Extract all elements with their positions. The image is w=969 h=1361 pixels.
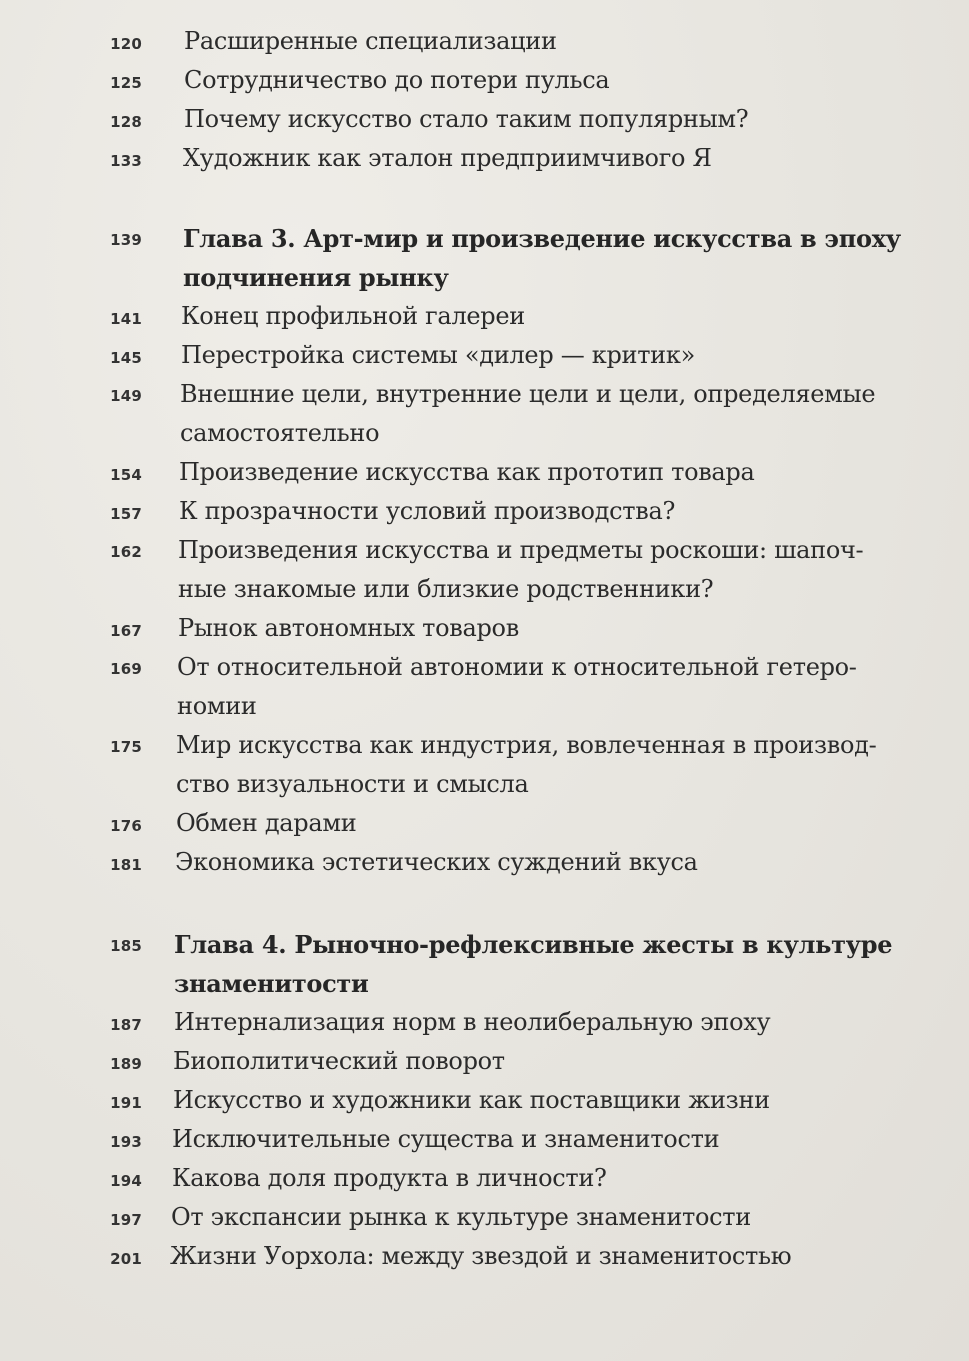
entry-title: Внешние цели, внутренние цели и цели, определяемые самостоятельно (180, 380, 876, 447)
entry-title: Перестройка системы «дилер — критик» (181, 341, 695, 369)
entry-title: Экономика эстетических суждений вкуса (175, 848, 698, 876)
page-number: 141 (110, 310, 142, 328)
toc-entry (0, 453, 969, 492)
page-number: 201 (110, 1250, 142, 1268)
page-number: 125 (110, 74, 142, 92)
toc-entry (0, 139, 969, 178)
toc-entry (0, 492, 969, 531)
toc-section-3 (0, 925, 969, 1276)
page-number: 128 (110, 113, 142, 131)
entry-title: Искусство и художники как поставщики жизни (173, 1086, 770, 1114)
page-number: 149 (110, 387, 142, 405)
entry-title: Почему искусство стало таким популярным? (184, 105, 749, 133)
entry-title: Интернализация норм в неолиберальную эпоху (174, 1008, 771, 1036)
toc-entry (0, 100, 969, 139)
toc-entry (0, 843, 969, 882)
toc-entry (0, 336, 969, 375)
toc-entry (0, 1237, 969, 1276)
page-number: 145 (110, 349, 142, 367)
toc-entry (0, 1120, 969, 1159)
chapter-title: Глава 4. Рыночно-рефлексивные жесты в культуре знаменитости (174, 930, 893, 998)
page-number: 157 (110, 505, 142, 523)
page-number: 175 (110, 738, 142, 756)
toc-entry (0, 531, 969, 609)
page-number: 197 (110, 1211, 142, 1229)
toc-chapter-heading (0, 925, 969, 1003)
page-number: 191 (110, 1094, 142, 1112)
entry-title: Жизни Уорхола: между звездой и знаменитостью (170, 1242, 792, 1270)
page-number: 120 (110, 35, 142, 53)
page-number: 193 (110, 1133, 142, 1151)
page-number: 181 (110, 856, 142, 874)
entry-title: Конец профильной галереи (181, 302, 525, 330)
toc-chapter-heading (0, 219, 969, 297)
toc-entry (0, 1159, 969, 1198)
page-number: 169 (110, 660, 142, 678)
entry-title: Расширенные специализации (184, 27, 557, 55)
entry-title: Художник как эталон предприимчивого Я (183, 144, 712, 172)
page-number: 176 (110, 817, 142, 835)
toc-entry (0, 1198, 969, 1237)
page-number: 187 (110, 1016, 142, 1034)
page-number: 189 (110, 1055, 142, 1073)
toc-entry (0, 61, 969, 100)
toc-section-1 (0, 22, 969, 178)
page-number: 194 (110, 1172, 142, 1190)
entry-title: Биополитический поворот (173, 1047, 505, 1075)
entry-title: От экспансии рынка к культуре знаменитости (171, 1203, 751, 1231)
toc-entry (0, 804, 969, 843)
toc-entry (0, 1003, 969, 1042)
entry-title: Обмен дарами (176, 809, 357, 837)
toc-entry (0, 22, 969, 61)
page-number: 139 (110, 231, 142, 249)
entry-title: Мир искусства как индустрия, вовлеченная в производ- ство визуальности и смысла (176, 731, 877, 798)
toc-entry (0, 648, 969, 726)
toc-section-2 (0, 219, 969, 882)
page-number: 162 (110, 543, 142, 561)
entry-title: От относительной автономии к относительной гетеро- номии (177, 653, 857, 720)
entry-title: Какова доля продукта в личности? (172, 1164, 607, 1192)
entry-title: Рынок автономных товаров (178, 614, 519, 642)
toc-entry (0, 609, 969, 648)
toc-entry (0, 1042, 969, 1081)
toc-entry (0, 726, 969, 804)
page-number: 154 (110, 466, 142, 484)
entry-title: Сотрудничество до потери пульса (184, 66, 610, 94)
toc-entry (0, 297, 969, 336)
entry-title: Исключительные существа и знаменитости (172, 1125, 720, 1153)
page-number: 133 (110, 152, 142, 170)
chapter-title: Глава 3. Арт-мир и произведение искусства в эпоху подчинения рынку (183, 224, 901, 292)
entry-title: Произведение искусства как прототип товара (179, 458, 755, 486)
toc-entry (0, 375, 969, 453)
page-number: 167 (110, 622, 142, 640)
page-number: 185 (110, 937, 142, 955)
entry-title: К прозрачности условий производства? (179, 497, 676, 525)
toc-entry (0, 1081, 969, 1120)
entry-title: Произведения искусства и предметы роскоши: шапоч- ные знакомые или близкие родственники? (178, 536, 864, 603)
